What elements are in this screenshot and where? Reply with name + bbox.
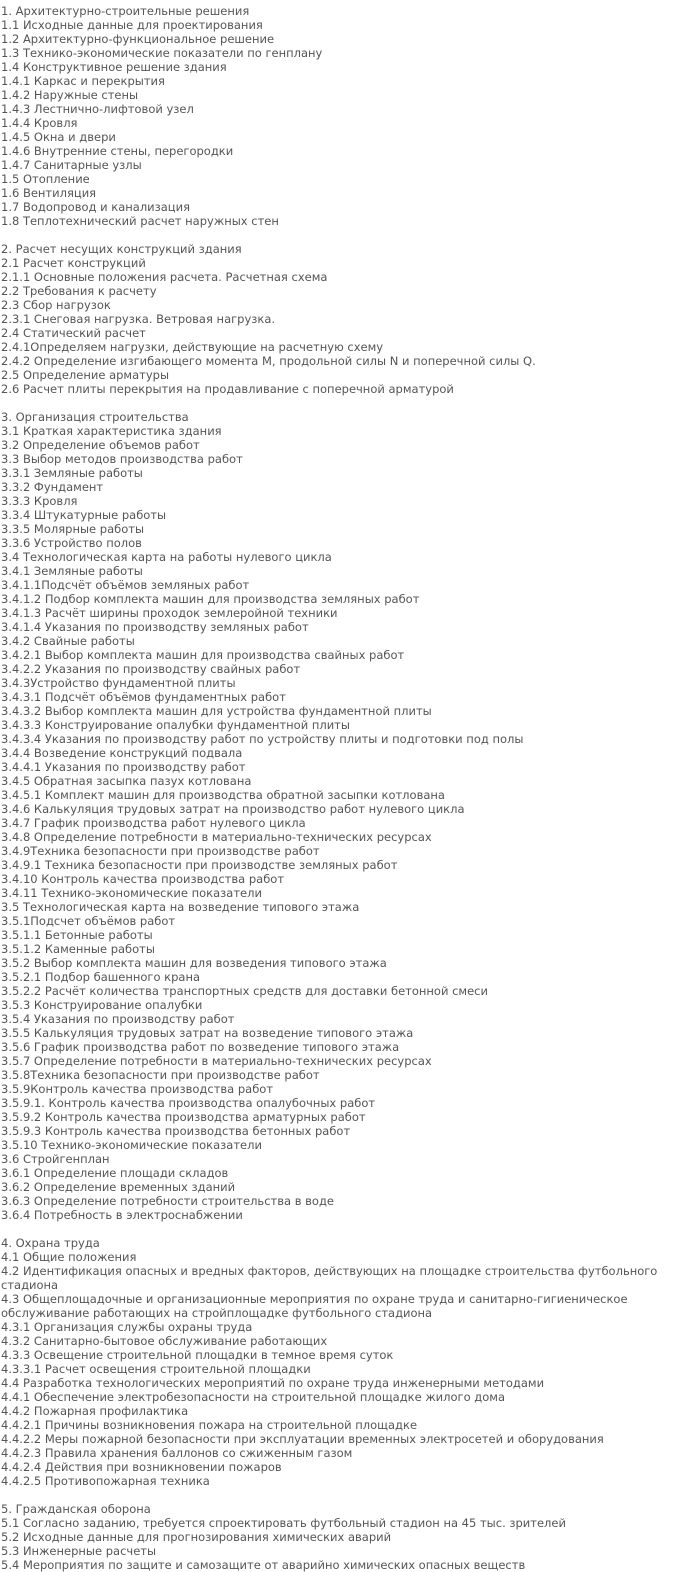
toc-entry: 3.5.1.1 Бетонные работы <box>1 928 153 942</box>
toc-entry: 1.4.2 Наружные стены <box>1 88 139 102</box>
toc-entry: 3.4.9Техника безопасности при производстве работ <box>1 844 320 858</box>
toc-entry: 1.8 Теплотехнический расчет наружных стен <box>1 214 279 228</box>
toc-entry: 3.5.8Техника безопасности при производстве работ <box>1 1068 320 1082</box>
toc-entry: 1.7 Водопровод и канализация <box>1 200 191 214</box>
toc-entry: 5.4 Мероприятия по защите и самозащите от аварийно химических опасных веществ <box>1 1558 526 1572</box>
toc-entry: 3.3.5 Молярные работы <box>1 522 145 536</box>
toc-entry: 2.4 Статический расчет <box>1 326 146 340</box>
toc-entry: 3.4.2 Свайные работы <box>1 634 135 648</box>
toc-entry: 3.5.10 Технико-экономические показатели <box>1 1138 262 1152</box>
toc-entry: 3.6.1 Определение площади складов <box>1 1166 229 1180</box>
toc-entry: 4.1 Общие положения <box>1 1250 137 1264</box>
toc-entry: 1.5 Отопление <box>1 172 90 186</box>
toc-entry: 2.3 Сбор нагрузок <box>1 298 111 312</box>
toc-entry: 2.1.1 Основные положения расчета. Расчетная схема <box>1 270 328 284</box>
toc-entry: 1.4.1 Каркас и перекрытия <box>1 74 165 88</box>
toc-entry: 3.3.1 Земляные работы <box>1 466 143 480</box>
toc-entry: 3.4.11 Технико-экономические показатели <box>1 886 262 900</box>
toc-entry: 3.3.2 Фундамент <box>1 480 104 494</box>
toc-section <box>1 1502 697 1572</box>
section-heading: 3. Организация строительства <box>1 410 189 424</box>
toc-entry: 3.5.2.2 Расчёт количества транспортных средств для доставки бетонной смеси <box>1 984 488 998</box>
toc-entry: 3.6 Стройгенплан <box>1 1152 110 1166</box>
toc-entry: 3.4.9.1 Техника безопасности при производстве земляных работ <box>1 858 398 872</box>
toc-entry: 3.5.1Подсчет объёмов работ <box>1 914 176 928</box>
toc-entry: 1.4.4 Кровля <box>1 116 78 130</box>
toc-entry: 4.4.2.3 Правила хранения баллонов со сжиженным газом <box>1 1446 353 1460</box>
toc-entry: 3.4.10 Контроль качества производства работ <box>1 872 285 886</box>
toc-entry: 2.1 Расчет конструкций <box>1 256 146 270</box>
toc-entry: 2.4.2 Определение изгибающего момента М, продольной силы N и поперечной силы Q. <box>1 354 536 368</box>
section-heading: 1. Архитектурно-строительные решения <box>1 4 250 18</box>
toc-entry: 4.3 Общеплощадочные и организационные мероприятия по охране труда и санитарно-гигиеническое обслуживание работающих на стройплощадке футбольного стадиона <box>1 1292 628 1320</box>
toc-entry: 1.1 Исходные данные для проектирования <box>1 18 263 32</box>
toc-entry: 3.5 Технологическая карта на возведение типового этажа <box>1 900 360 914</box>
toc-entry: 1.3 Технико-экономические показатели по генплану <box>1 46 323 60</box>
toc-entry: 3.4.4 Возведение конструкций подвала <box>1 746 243 760</box>
toc-entry: 3.4.3.2 Выбор комплекта машин для устройства фундаментной плиты <box>1 704 432 718</box>
toc-section <box>1 4 697 228</box>
toc-entry: 3.4.2.2 Указания по производству свайных работ <box>1 662 301 676</box>
toc-entry: 2.4.1Определяем нагрузки, действующие на расчетную схему <box>1 340 384 354</box>
toc-entry: 3.4.1.4 Указания по производству земляных работ <box>1 620 309 634</box>
toc-entry: 3.4.4.1 Указания по производству работ <box>1 760 246 774</box>
section-spacer <box>1 1222 697 1236</box>
toc-entry: 1.4.5 Окна и двери <box>1 130 116 144</box>
toc-entry: 4.4.2.5 Противопожарная техника <box>1 1474 210 1488</box>
toc-entry: 3.4.3.4 Указания по производству работ по устройству плиты и подготовки под полы <box>1 732 524 746</box>
toc-entry: 4.3.3 Освещение строительной площадки в темное время суток <box>1 1348 394 1362</box>
section-heading: 5. Гражданская оборона <box>1 1502 151 1516</box>
toc-entry: 4.3.2 Санитарно-бытовое обслуживание работающих <box>1 1334 328 1348</box>
toc-entry: 1.4 Конструктивное решение здания <box>1 60 227 74</box>
toc-entry: 3.4.3Устройство фундаментной плиты <box>1 676 236 690</box>
toc-entry: 3.4.5.1 Комплект машин для производства обратной засыпки котлована <box>1 788 445 802</box>
toc-entry: 3.4.6 Калькуляция трудовых затрат на производство работ нулевого цикла <box>1 802 465 816</box>
toc-entry: 3.2 Определение объемов работ <box>1 438 200 452</box>
toc-entry: 4.4.2 Пожарная профилактика <box>1 1404 189 1418</box>
toc-entry: 3.5.9Контроль качества производства работ <box>1 1082 274 1096</box>
toc-entry: 3.5.9.2 Контроль качества производства арматурных работ <box>1 1110 366 1124</box>
section-spacer <box>1 1488 697 1502</box>
section-heading: 4. Охрана труда <box>1 1236 100 1250</box>
toc-entry: 1.4.6 Внутренние стены, перегородки <box>1 144 234 158</box>
toc-entry: 3.1 Краткая характеристика здания <box>1 424 222 438</box>
toc-entry: 4.4.2.4 Действия при возникновении пожаров <box>1 1460 282 1474</box>
toc-entry: 4.4 Разработка технологических мероприятий по охране труда инженерными методами <box>1 1376 545 1390</box>
toc-entry: 3.4 Технологическая карта на работы нулевого цикла <box>1 550 332 564</box>
toc-entry: 3.4.2.1 Выбор комплекта машин для производства свайных работ <box>1 648 405 662</box>
toc-entry: 3.4.1.2 Подбор комплекта машин для производства земляных работ <box>1 592 420 606</box>
toc-entry: 3.4.3.3 Конструирование опалубки фундаментной плиты <box>1 718 350 732</box>
section-spacer <box>1 396 697 410</box>
toc-entry: 3.5.4 Указания по производству работ <box>1 1012 235 1026</box>
toc-entry: 3.6.2 Определение временных зданий <box>1 1180 236 1194</box>
toc-entry: 3.5.9.1. Контроль качества производства опалубочных работ <box>1 1096 376 1110</box>
toc-entry: 3.4.1.3 Расчёт ширины проходок землеройной техники <box>1 606 338 620</box>
toc-entry: 3.5.2 Выбор комплекта машин для возведения типового этажа <box>1 956 387 970</box>
section-heading: 2. Расчет несущих конструкций здания <box>1 242 242 256</box>
toc-entry: 1.6 Вентиляция <box>1 186 97 200</box>
toc-entry: 4.3.3.1 Расчет освещения строительной площадки <box>1 1362 311 1376</box>
toc-entry: 5.1 Согласно заданию, требуется спроектировать футбольный стадион на 45 тыс. зрителей <box>1 1516 566 1530</box>
toc-entry: 3.3 Выбор методов производства работ <box>1 452 243 466</box>
toc-entry: 3.4.7 График производства работ нулевого цикла <box>1 816 306 830</box>
toc-entry: 4.2 Идентификация опасных и вредных факторов, действующих на площадке строительства футбольного стадиона <box>1 1264 658 1292</box>
toc-entry: 2.6 Расчет плиты перекрытия на продавливание с поперечной арматурой <box>1 382 454 396</box>
toc-entry: 3.6.4 Потребность в электроснабжении <box>1 1208 243 1222</box>
toc-entry: 3.5.5 Калькуляция трудовых затрат на возведение типового этажа <box>1 1026 414 1040</box>
toc-entry: 4.3.1 Организация службы охраны труда <box>1 1320 253 1334</box>
toc-entry: 5.2 Исходные данные для прогнозирования химических аварий <box>1 1530 392 1544</box>
toc-entry: 3.5.7 Определение потребности в материально-технических ресурсах <box>1 1054 432 1068</box>
toc-entry: 3.4.1 Земляные работы <box>1 564 143 578</box>
toc-entry: 3.3.6 Устройство полов <box>1 536 142 550</box>
toc-entry: 1.2 Архитектурно-функциональное решение <box>1 32 275 46</box>
section-spacer <box>1 228 697 242</box>
toc-section <box>1 242 697 396</box>
toc-entry: 2.5 Определение арматуры <box>1 368 170 382</box>
toc-entry: 3.5.2.1 Подбор башенного крана <box>1 970 201 984</box>
toc-entry: 3.4.1.1Подсчёт объёмов земляных работ <box>1 578 250 592</box>
toc-entry: 4.4.1 Обеспечение электробезопасности на строительной площадке жилого дома <box>1 1390 505 1404</box>
toc-entry: 3.3.4 Штукатурные работы <box>1 508 167 522</box>
toc-entry: 3.5.6 График производства работ по возведение типового этажа <box>1 1040 400 1054</box>
toc-entry: 3.5.3 Конструирование опалубки <box>1 998 203 1012</box>
toc-entry: 3.5.9.3 Контроль качества производства бетонных работ <box>1 1124 351 1138</box>
toc-entry: 3.4.8 Определение потребности в материально-технических ресурсах <box>1 830 432 844</box>
toc-entry: 3.5.1.2 Каменные работы <box>1 942 155 956</box>
toc-entry: 5.3 Инженерные расчеты <box>1 1544 157 1558</box>
toc-entry: 3.3.3 Кровля <box>1 494 78 508</box>
toc-entry: 4.4.2.2 Меры пожарной безопасности при эксплуатации временных электросетей и оборудования <box>1 1432 604 1446</box>
table-of-contents <box>1 4 697 1572</box>
toc-section <box>1 1236 697 1488</box>
toc-entry: 2.2 Требования к расчету <box>1 284 157 298</box>
toc-entry: 1.4.3 Лестнично-лифтовой узел <box>1 102 194 116</box>
toc-entry: 3.4.3.1 Подсчёт объёмов фундаментных работ <box>1 690 286 704</box>
toc-entry: 4.4.2.1 Причины возникновения пожара на строительной площадке <box>1 1418 418 1432</box>
toc-entry: 2.3.1 Снеговая нагрузка. Ветровая нагрузка. <box>1 312 276 326</box>
toc-entry: 1.4.7 Санитарные узлы <box>1 158 142 172</box>
toc-entry: 3.6.3 Определение потребности строительства в воде <box>1 1194 334 1208</box>
toc-section <box>1 410 697 1222</box>
toc-entry: 3.4.5 Обратная засыпка пазух котлована <box>1 774 252 788</box>
